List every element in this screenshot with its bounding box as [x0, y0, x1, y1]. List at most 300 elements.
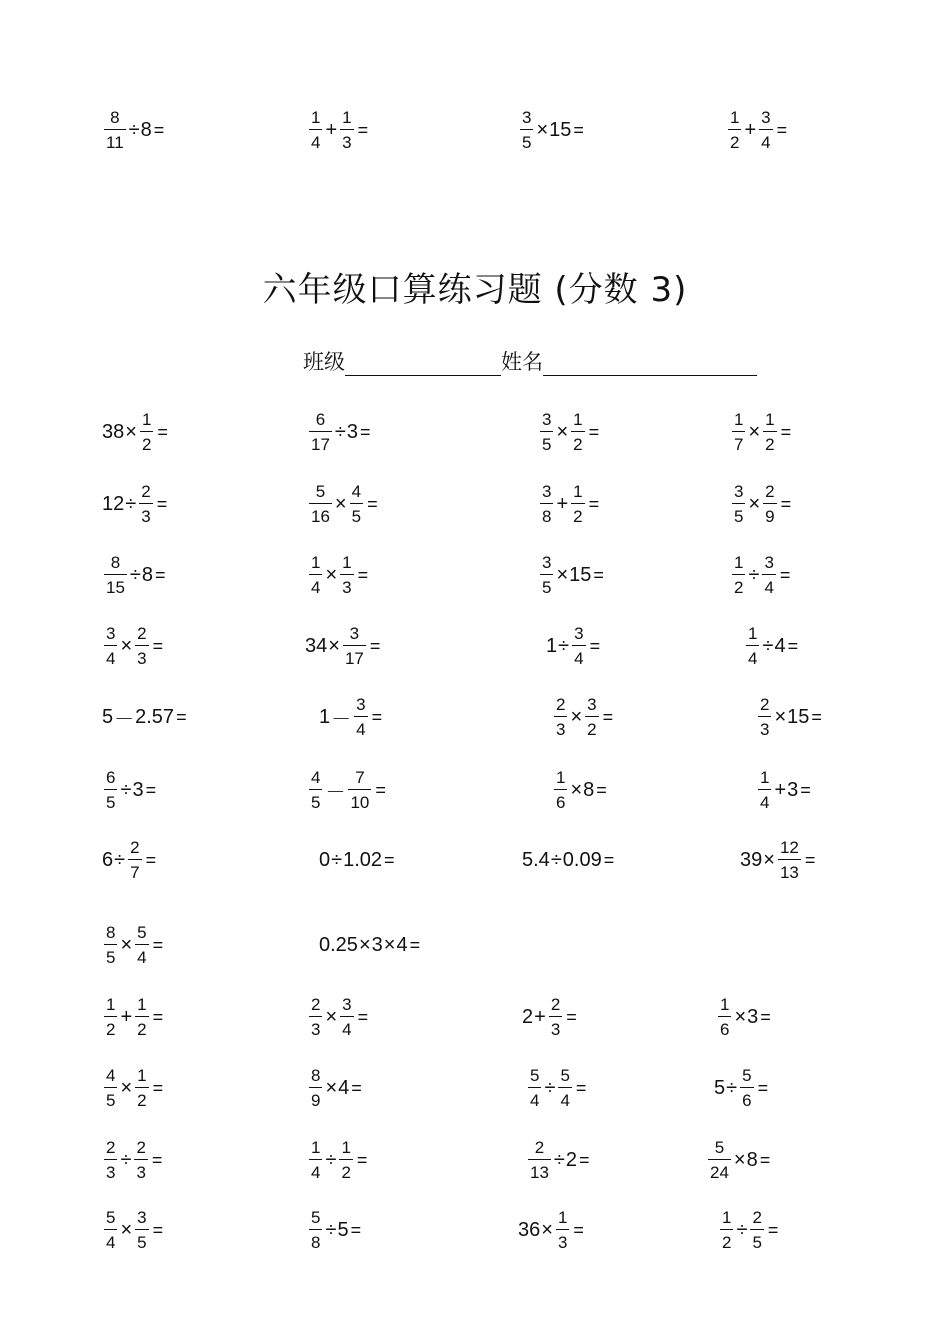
problem-item — [522, 987, 577, 1047]
fraction-numerator: 2 — [534, 1138, 545, 1157]
fraction-numerator: 2 — [550, 995, 561, 1014]
operator: ÷ — [125, 492, 137, 515]
fraction — [340, 109, 353, 151]
problem-row — [0, 687, 950, 747]
problem-item — [716, 987, 771, 1047]
operator: × — [120, 1218, 133, 1241]
class-blank-field[interactable] — [345, 353, 501, 376]
fraction-numerator: 2 — [752, 1208, 762, 1227]
problem-item — [756, 760, 811, 820]
fraction — [746, 625, 759, 667]
fraction-denominator: 5 — [311, 793, 321, 812]
number: 3 — [371, 933, 383, 956]
fraction — [759, 109, 772, 151]
fraction — [104, 554, 127, 596]
number: 6 — [102, 848, 114, 871]
operator: × — [125, 420, 137, 443]
fraction — [556, 1209, 569, 1251]
equals-sign: = — [804, 849, 816, 870]
equals-sign: = — [357, 119, 369, 140]
fraction-numerator: 2 — [137, 624, 147, 643]
number: 3 — [346, 420, 359, 443]
operator: × — [774, 705, 787, 728]
equals-sign: = — [152, 1077, 164, 1098]
fraction — [540, 411, 553, 453]
fraction-denominator: 2 — [106, 1020, 116, 1039]
number: 3 — [747, 1005, 759, 1028]
fraction — [309, 411, 332, 453]
fraction-denominator: 4 — [748, 649, 758, 668]
fraction-denominator: 4 — [311, 578, 321, 597]
problem-item — [522, 830, 614, 890]
problem-item — [538, 474, 599, 534]
number: 4 — [774, 634, 786, 657]
fraction — [554, 769, 567, 811]
fraction-numerator: 3 — [342, 995, 352, 1014]
fraction-denominator: 3 — [137, 649, 147, 668]
operator: ÷ — [544, 1076, 556, 1099]
fraction-denominator: 3 — [556, 720, 566, 739]
fraction — [309, 483, 332, 525]
fraction — [339, 1139, 352, 1181]
problem-row — [0, 760, 950, 820]
fraction-numerator: 1 — [765, 410, 775, 429]
fraction-denominator: 2 — [141, 435, 152, 454]
operator: × — [325, 563, 338, 586]
problem-item — [726, 100, 787, 160]
equals-sign: = — [800, 779, 811, 800]
problem-item — [102, 545, 166, 605]
fraction-denominator: 4 — [761, 133, 771, 152]
problem-item — [518, 100, 584, 160]
number: 1 — [546, 634, 558, 657]
problem-item — [319, 830, 395, 890]
equals-sign: = — [157, 421, 168, 442]
fraction-numerator: 3 — [522, 108, 532, 127]
fraction-numerator: 2 — [106, 1138, 116, 1157]
fraction — [758, 769, 771, 811]
problem-item — [706, 1130, 770, 1190]
problem-row — [0, 402, 950, 462]
fraction — [354, 696, 367, 738]
problem-row — [0, 1200, 950, 1260]
equals-sign: = — [156, 493, 168, 514]
fraction-denominator: 3 — [136, 1163, 146, 1182]
operator: × — [536, 118, 549, 141]
fraction-numerator: 1 — [573, 410, 583, 429]
fraction-numerator: 3 — [734, 482, 744, 501]
problem-item — [546, 616, 600, 676]
fraction-numerator: 5 — [714, 1138, 725, 1157]
fraction-numerator: 5 — [137, 923, 147, 942]
fraction — [104, 1067, 117, 1109]
equals-sign: = — [155, 564, 166, 585]
fraction-denominator: 6 — [556, 793, 566, 812]
problem-item — [102, 687, 187, 747]
equals-sign: = — [356, 1149, 368, 1170]
equals-sign: = — [776, 119, 788, 140]
fraction — [549, 996, 562, 1038]
fraction-denominator: 4 — [311, 133, 321, 152]
problem-item — [518, 1200, 584, 1260]
student-info-line — [303, 346, 757, 376]
fraction-denominator: 5 — [752, 1233, 762, 1252]
problem-item — [305, 616, 380, 676]
problem-row — [0, 616, 950, 676]
fraction-numerator: 2 — [130, 838, 140, 857]
fraction-denominator: 4 — [760, 793, 770, 812]
equals-sign: = — [780, 421, 792, 442]
operator: ÷ — [748, 563, 760, 586]
fraction-numerator: 3 — [761, 108, 771, 127]
fraction-numerator: 3 — [574, 624, 584, 643]
fraction-numerator: 1 — [722, 1208, 732, 1227]
fraction-numerator: 2 — [556, 695, 566, 714]
fraction-denominator: 4 — [764, 578, 774, 597]
fraction — [528, 1139, 551, 1181]
fraction — [139, 483, 152, 525]
number: 0.25 — [319, 933, 358, 956]
problem-item — [552, 760, 607, 820]
number: 8 — [583, 778, 595, 801]
fraction-denominator: 5 — [106, 948, 116, 967]
operator: × — [748, 492, 761, 515]
equals-sign: = — [760, 1006, 771, 1027]
operator: － — [114, 708, 135, 731]
number: 8 — [140, 118, 152, 141]
page-title: 六年级口算练习题 (分数 3) — [262, 270, 688, 310]
fraction — [554, 696, 567, 738]
equals-sign: = — [573, 1219, 584, 1240]
fraction-denominator: 2 — [137, 1020, 147, 1039]
problem-item — [102, 616, 163, 676]
number: 4 — [338, 1076, 350, 1099]
number: 15 — [787, 705, 810, 728]
fraction-numerator: 5 — [560, 1066, 570, 1085]
fraction — [762, 554, 775, 596]
problem-row — [0, 545, 950, 605]
operator: × — [120, 933, 133, 956]
operator: × — [748, 420, 761, 443]
fraction-denominator: 5 — [542, 435, 552, 454]
problem-item — [538, 545, 604, 605]
fraction — [763, 411, 776, 453]
fraction-numerator: 8 — [110, 108, 120, 127]
fraction-denominator: 11 — [106, 133, 124, 152]
number: 15 — [549, 118, 572, 141]
fraction — [340, 996, 353, 1038]
equals-sign: = — [152, 635, 164, 656]
number: 2.57 — [135, 705, 175, 728]
operator: ÷ — [120, 1148, 132, 1171]
problem-item — [718, 1200, 778, 1260]
fraction-numerator: 4 — [106, 1066, 116, 1085]
problem-item — [307, 987, 368, 1047]
number: 1 — [319, 705, 331, 728]
operator: × — [325, 1076, 338, 1099]
equals-sign: = — [566, 1006, 577, 1027]
fraction-numerator: 3 — [542, 553, 552, 572]
equals-sign: = — [369, 635, 381, 656]
fraction — [732, 483, 745, 525]
equals-sign: = — [573, 119, 584, 140]
fraction-denominator: 6 — [742, 1091, 752, 1110]
problem-item — [730, 474, 791, 534]
number: 2 — [565, 1148, 578, 1171]
fraction-denominator: 4 — [342, 1020, 352, 1039]
problem-item — [714, 1058, 768, 1118]
fraction — [104, 996, 117, 1038]
problem-item — [102, 1200, 163, 1260]
problem-row — [0, 100, 950, 160]
fraction — [732, 411, 745, 453]
fraction — [343, 625, 366, 667]
fraction-numerator: 6 — [315, 410, 326, 429]
number: 34 — [305, 634, 328, 657]
number: 8 — [141, 563, 154, 586]
fraction — [728, 109, 741, 151]
operator: ÷ — [736, 1218, 748, 1241]
problem-item — [319, 915, 420, 975]
problem-item — [307, 1058, 362, 1118]
fraction — [758, 696, 771, 738]
operator: ÷ — [558, 634, 570, 657]
fraction — [140, 411, 153, 453]
fraction-denominator: 2 — [573, 435, 583, 454]
number: 38 — [102, 420, 125, 443]
fraction-denominator: 3 — [550, 1020, 561, 1039]
number: 1.02 — [343, 848, 383, 871]
equals-sign: = — [153, 119, 165, 140]
equals-sign: = — [759, 1149, 771, 1170]
fraction-numerator: 2 — [136, 1138, 146, 1157]
fraction — [309, 1139, 322, 1181]
equals-sign: = — [593, 564, 604, 585]
number: 5 — [714, 1076, 726, 1099]
problem-item — [740, 830, 815, 890]
fraction-denominator: 2 — [587, 720, 597, 739]
fraction-denominator: 4 — [530, 1091, 540, 1110]
problem-item — [102, 987, 163, 1047]
fraction — [104, 109, 126, 151]
fraction-denominator: 4 — [574, 649, 584, 668]
fraction-numerator: 1 — [557, 1208, 568, 1227]
fraction-denominator: 6 — [720, 1020, 730, 1039]
fraction-denominator: 17 — [311, 435, 330, 454]
equals-sign: = — [588, 421, 600, 442]
fraction-numerator: 1 — [748, 624, 758, 643]
fraction-denominator: 4 — [106, 1233, 116, 1252]
operator: + — [534, 1005, 546, 1028]
fraction-numerator: 4 — [351, 482, 362, 501]
fraction — [104, 1209, 117, 1251]
operator: ÷ — [726, 1076, 738, 1099]
fraction-numerator: 5 — [106, 1208, 116, 1227]
fraction-denominator: 5 — [137, 1233, 147, 1252]
fraction — [309, 996, 322, 1038]
fraction-numerator: 3 — [106, 624, 116, 643]
fraction-denominator: 8 — [542, 507, 552, 526]
fraction-numerator: 7 — [355, 768, 365, 787]
fraction — [718, 996, 731, 1038]
fraction-denominator: 2 — [765, 435, 775, 454]
fraction-numerator: 5 — [742, 1066, 752, 1085]
fraction-denominator: 3 — [106, 1163, 116, 1182]
fraction-numerator: 3 — [542, 482, 552, 501]
number: 5.4 — [522, 848, 550, 871]
operator: － — [325, 781, 346, 804]
number: 12 — [102, 492, 125, 515]
fraction — [135, 625, 148, 667]
fraction — [104, 625, 117, 667]
fraction — [740, 1067, 753, 1109]
fraction — [135, 996, 148, 1038]
problem-item — [102, 474, 167, 534]
fraction-denominator: 5 — [542, 578, 552, 597]
fraction-denominator: 7 — [130, 863, 140, 882]
operator: ÷ — [325, 1148, 337, 1171]
equals-sign: = — [360, 421, 371, 442]
equals-sign: = — [787, 635, 799, 656]
number: 3 — [132, 778, 144, 801]
fraction — [708, 1139, 731, 1181]
fraction-numerator: 1 — [311, 108, 321, 127]
problem-item — [730, 545, 790, 605]
operator: + — [120, 1005, 133, 1028]
operator: × — [328, 634, 340, 657]
fraction-numerator: 3 — [587, 695, 597, 714]
fraction-numerator: 12 — [779, 838, 799, 857]
problem-item — [307, 1200, 361, 1260]
fraction-numerator: 2 — [311, 995, 321, 1014]
fraction-denominator: 13 — [779, 863, 799, 882]
fraction-numerator: 1 — [760, 768, 770, 787]
problem-row — [0, 915, 950, 975]
fraction-numerator: 1 — [734, 410, 744, 429]
fraction-denominator: 3 — [342, 133, 352, 152]
problem-row — [0, 1130, 950, 1190]
problem-item — [307, 474, 378, 534]
fraction — [309, 769, 322, 811]
number: 8 — [746, 1148, 758, 1171]
operator: + — [325, 118, 338, 141]
operator: + — [556, 492, 569, 515]
equals-sign: = — [603, 849, 615, 870]
fraction-denominator: 17 — [344, 649, 364, 668]
fraction-numerator: 1 — [311, 553, 321, 572]
problem-row — [0, 474, 950, 534]
fraction — [309, 1067, 322, 1109]
fraction — [134, 1139, 147, 1181]
fraction — [348, 769, 371, 811]
problem-item — [526, 1130, 590, 1190]
operator: × — [120, 634, 133, 657]
operator: ÷ — [331, 848, 343, 871]
problem-item — [307, 760, 386, 820]
fraction-numerator: 1 — [137, 995, 147, 1014]
fraction-denominator: 5 — [106, 1091, 116, 1110]
fraction-denominator: 2 — [137, 1091, 147, 1110]
number: 4 — [396, 933, 408, 956]
problem-item — [307, 100, 368, 160]
fraction-numerator: 1 — [106, 995, 116, 1014]
equals-sign: = — [145, 849, 157, 870]
name-blank-field[interactable] — [543, 353, 757, 376]
problem-item — [102, 100, 164, 160]
operator: ÷ — [120, 778, 132, 801]
number: 39 — [740, 848, 763, 871]
fraction — [128, 839, 141, 881]
equals-sign: = — [176, 706, 187, 727]
problem-item — [319, 687, 382, 747]
fraction-denominator: 9 — [311, 1091, 321, 1110]
fraction-numerator: 3 — [764, 553, 774, 572]
equals-sign: = — [779, 564, 791, 585]
equals-sign: = — [602, 706, 614, 727]
number: 5 — [102, 705, 114, 728]
problem-item — [552, 687, 613, 747]
fraction-denominator: 2 — [730, 133, 740, 152]
fraction — [540, 554, 553, 596]
fraction-denominator: 5 — [734, 507, 744, 526]
fraction-denominator: 13 — [530, 1163, 549, 1182]
equals-sign: = — [357, 1006, 369, 1027]
operator: × — [734, 1005, 747, 1028]
operator: ÷ — [550, 848, 562, 871]
equals-sign: = — [351, 1077, 362, 1098]
fraction — [571, 411, 584, 453]
fraction-numerator: 1 — [573, 482, 583, 501]
equals-sign: = — [367, 493, 378, 514]
problem-item — [730, 402, 791, 462]
fraction — [520, 109, 533, 151]
fraction-denominator: 9 — [765, 507, 775, 526]
fraction-denominator: 4 — [106, 649, 116, 668]
fraction-denominator: 24 — [710, 1163, 729, 1182]
fraction-denominator: 8 — [311, 1233, 321, 1252]
operator: － — [331, 708, 352, 731]
fraction — [135, 1067, 148, 1109]
fraction-numerator: 6 — [106, 768, 116, 787]
operator: + — [774, 778, 787, 801]
fraction — [571, 483, 584, 525]
operator: ÷ — [129, 563, 141, 586]
number: 2 — [522, 1005, 534, 1028]
equals-sign: = — [384, 849, 395, 870]
number: 0 — [319, 848, 331, 871]
fraction — [720, 1209, 733, 1251]
fraction-numerator: 1 — [311, 1138, 321, 1157]
fraction-numerator: 1 — [342, 108, 352, 127]
operator: + — [744, 118, 757, 141]
fraction-denominator: 2 — [734, 578, 744, 597]
problem-item — [307, 1130, 367, 1190]
fraction-numerator: 2 — [760, 695, 770, 714]
equals-sign: = — [151, 1149, 163, 1170]
problem-item — [756, 687, 822, 747]
fraction-denominator: 3 — [311, 1020, 321, 1039]
equals-sign: = — [371, 706, 383, 727]
problem-item — [744, 616, 798, 676]
fraction — [558, 1067, 571, 1109]
equals-sign: = — [152, 934, 164, 955]
problem-item — [538, 402, 599, 462]
problem-row — [0, 987, 950, 1047]
number: 0.09 — [562, 848, 602, 871]
equals-sign: = — [589, 635, 601, 656]
fraction-numerator: 3 — [542, 410, 552, 429]
name-label: 姓名 — [501, 350, 543, 374]
